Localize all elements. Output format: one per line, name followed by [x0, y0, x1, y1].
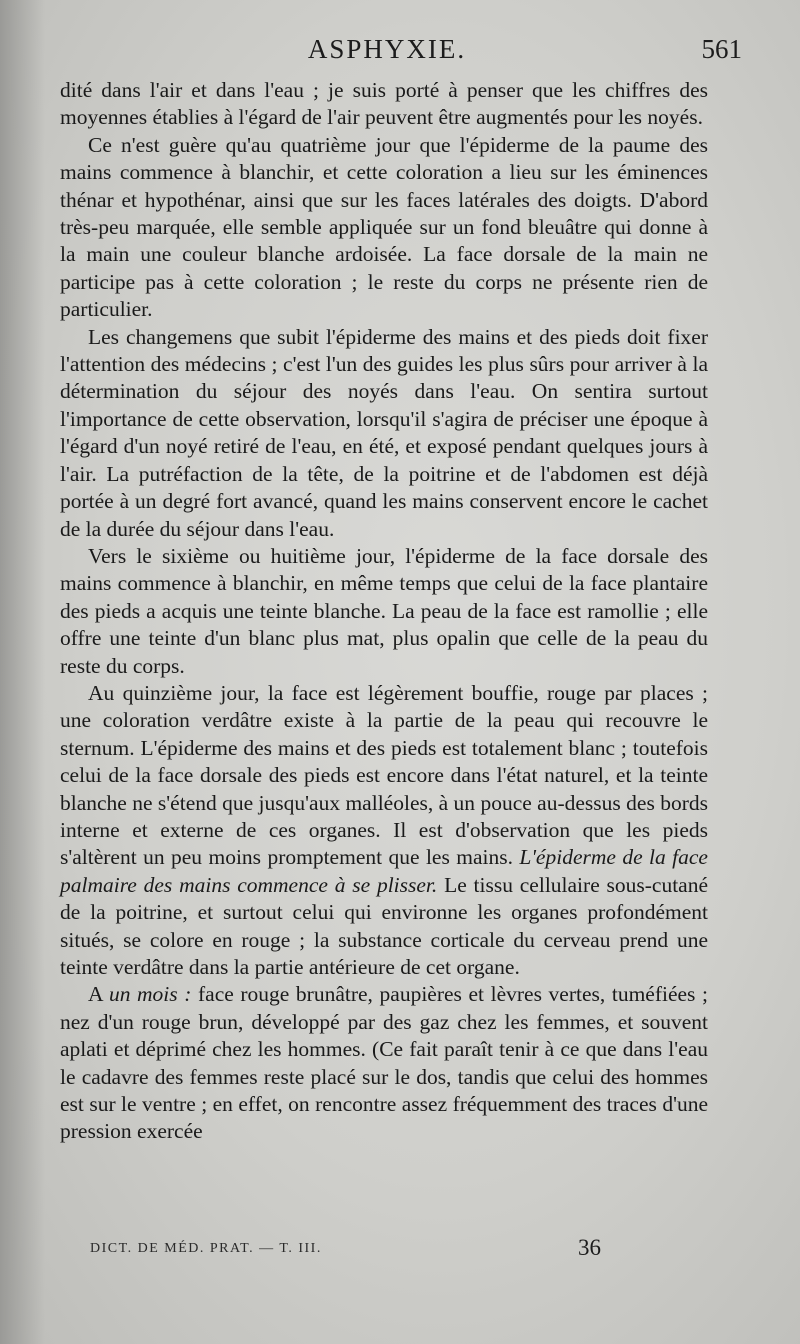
- paragraph: [60, 981, 708, 1145]
- body-text: [60, 77, 708, 1146]
- paragraph-text: face rouge brunâtre, paupières et lèvres vertes, tuméfiées ; nez d'un rouge brun, développé par des gaz chez les femmes, et souvent aplati et déprimé chez les hommes. (Ce fait paraît tenir à ce que dans l'eau le cadavre des femmes reste placé sur le dos, tandis que celui des hommes est sur le ventre ; en effet, on rencontre assez fréquemment des traces d'une pression exercée: [60, 982, 708, 1144]
- italic-text: L'épiderme de la face palmaire des mains commence à se plisser.: [60, 845, 708, 897]
- page-number: 561: [701, 34, 742, 64]
- footer-signature: DICT. DE MÉD. PRAT. — T. III.: [90, 1241, 322, 1256]
- italic-text: un mois :: [108, 982, 192, 1007]
- paragraph-text: Vers le sixième ou huitième jour, l'épiderme de la face dorsale des mains commence à blanchir, en même temps que celui de la face plantaire des pieds a acquis une teinte blanche. La peau de la face est ramollie ; elle offre une teinte d'un blanc plus mat, plus opalin que celle de la peau du reste du corps.: [60, 543, 708, 678]
- paragraph: [60, 132, 708, 324]
- page-edge-shadow: [0, 0, 45, 1344]
- paragraph: [60, 680, 708, 981]
- paragraph-text: Ce n'est guère qu'au quatrième jour que l'épiderme de la paume des mains commence à blanchir, et cette coloration a lieu sur les éminences thénar et hypothénar, ainsi que sur les faces latérales des doigts. D'abord très-peu marquée, elle semble appliquée sur un fond bleuâtre qui donne à la main une couleur blanche ardoisée. La face dorsale de la main ne participe pas à cette coloration ; le reste du corps ne présente rien de particulier.: [60, 132, 708, 322]
- footer-sheet-number: 36: [578, 1235, 601, 1260]
- paragraph-text: Au quinzième jour, la face est légèrement bouffie, rouge par places ; une coloration verdâtre existe à la partie de la peau qui recouvre le sternum. L'épiderme des mains et des pieds est totalement blanc ; toutefois celui de la face dorsale des pieds est encore dans l'état naturel, et la teinte blanche ne s'étend que jusqu'aux malléoles, à un pouce au-dessus des bords interne et externe de ces organes. Il est d'observation que les pieds s'altèrent un peu moins promptement que les mains.: [60, 680, 708, 870]
- paragraph: [60, 77, 708, 132]
- paragraph-text: A: [88, 982, 109, 1007]
- page-header: [60, 30, 742, 80]
- paragraph: [60, 324, 708, 543]
- paragraph-text: dité dans l'air et dans l'eau ; je suis porté à penser que les chiffres des moyennes établies à l'égard de l'air peuvent être augmentés pour les noyés.: [60, 78, 708, 130]
- paragraph-text: Le tissu cellulaire sous-cutané de la poitrine, et surtout celui qui environne les organes profondément situés, se colore en rouge ; la substance corticale du cerveau prend une teinte verdâtre dans la partie antérieure de cet organe.: [60, 872, 709, 979]
- page-footer: [90, 1237, 650, 1267]
- paragraph-text: Les changemens que subit l'épiderme des mains et des pieds doit fixer l'attention des médecins ; c'est l'un des guides les plus sûrs pour arriver à la détermination du séjour des noyés dans l'eau. On sentira surtout l'importance de cette observation, lorsqu'il s'agira de préciser une époque à l'égard d'un noyé retiré de l'eau, en été, et exposé pendant quelques jours à l'air. La putréfaction de la tête, de la poitrine et de l'abdomen est déjà portée à un degré fort avancé, quand les mains conservent encore le cachet de la durée du séjour dans l'eau.: [60, 324, 708, 541]
- paragraph: [60, 543, 708, 680]
- running-title: ASPHYXIE.: [307, 34, 467, 64]
